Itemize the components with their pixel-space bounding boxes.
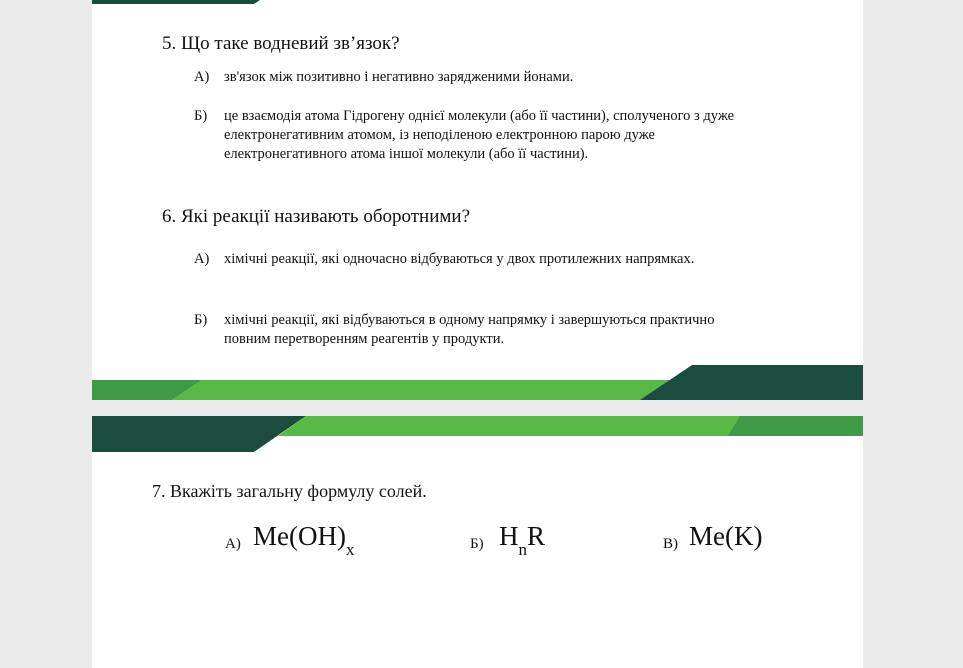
option-text-line: електронегативним атомом, із неподіленою електронною парою дуже [224, 127, 655, 143]
option-label: А) [194, 251, 210, 267]
question-5-title: 5. Що таке водневий зв’язок? [162, 33, 400, 54]
page-2 [92, 416, 863, 668]
option-text: хімічні реакції, які одночасно відбуваються у двох протилежних напрямках. [224, 251, 695, 267]
formula-main: R [527, 521, 546, 551]
question-7-title: 7. Вкажіть загальну формулу солей. [152, 481, 427, 501]
formula-option-c: Me(K) [689, 521, 763, 551]
formula-option-b [499, 521, 546, 559]
option-text-block [224, 107, 804, 164]
formula-option-c-label: В) [663, 536, 678, 552]
formula-main: H [499, 521, 519, 551]
formula-option-a-label: А) [225, 536, 241, 552]
formula-subscript: x [345, 540, 355, 559]
option-text-line: це взаємодія атома Гідрогену однієї молекули (або її частини), сполученого з дуже [224, 108, 735, 124]
option-text: зв'язок між позитивно і негативно зарядженими йонами. [224, 69, 574, 85]
top-decor-band [92, 416, 863, 454]
question-6-title: 6. Які реакції називають оборотними? [162, 206, 471, 227]
option-text-block [224, 311, 804, 349]
option-label: А) [194, 69, 210, 85]
page-1 [92, 0, 863, 400]
bottom-decor-band [92, 360, 863, 400]
formula-subscript: n [518, 540, 527, 559]
option-text-line: хімічні реакції, які відбуваються в одному напрямку і завершуються практично [224, 312, 715, 328]
option-text-line: повним перетворенням реагентів у продукти. [224, 331, 505, 347]
option-label: Б) [194, 108, 208, 124]
formula-option-b-label: Б) [470, 536, 484, 552]
option-text-line: електронегативного атома іншої молекули (або її частини). [224, 146, 589, 162]
formula-option-a [253, 521, 355, 559]
formula-main: Me(OH) [253, 521, 346, 551]
top-decor-band [92, 0, 863, 6]
option-label: Б) [194, 312, 208, 328]
